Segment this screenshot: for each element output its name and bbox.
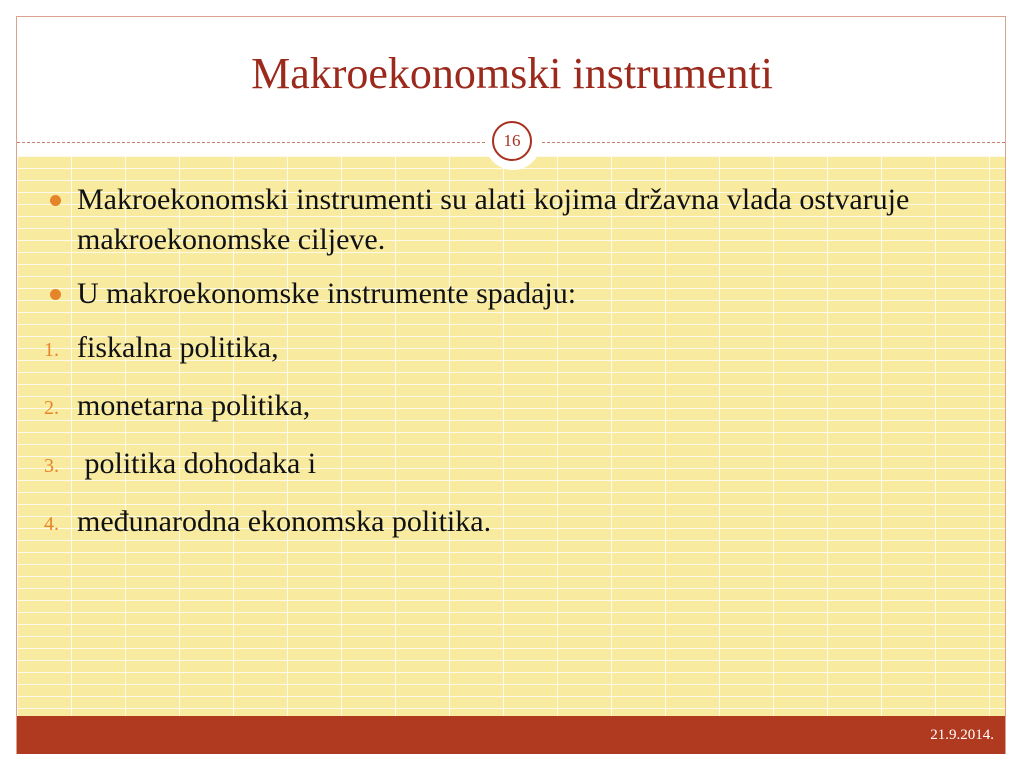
bullet-text: U makroekonomske instrumente spadaju: xyxy=(77,277,577,310)
item-text: fiskalna politika, xyxy=(77,331,279,364)
item-number: 1. xyxy=(44,339,59,361)
numbered-item xyxy=(44,444,974,484)
item-number: 2. xyxy=(44,397,59,419)
numbered-item xyxy=(44,328,974,368)
slide-title: Makroekonomski instrumenti xyxy=(251,49,773,98)
item-number: 3. xyxy=(44,455,59,477)
bullet-text: Makroekonomski instrumenti su alati kojima državna vlada ostvaruje makroekonomske ciljeve. xyxy=(77,183,910,256)
bullet-item xyxy=(44,180,974,260)
item-text: međunarodna ekonomska politika. xyxy=(77,505,492,538)
item-number: 4. xyxy=(44,513,59,535)
bullet-dot-icon xyxy=(50,195,61,206)
item-text: monetarna politika, xyxy=(77,389,311,422)
bullet-dot-icon xyxy=(50,289,61,300)
numbered-item xyxy=(44,502,974,542)
numbered-item xyxy=(44,386,974,426)
item-text: politika dohodaka i xyxy=(77,447,317,480)
footer-bar xyxy=(17,716,1005,754)
bullet-item xyxy=(44,274,974,314)
page-number-badge: 16 xyxy=(492,121,532,161)
slide-date: 21.9.2014. xyxy=(930,727,994,743)
slide-body xyxy=(44,180,974,560)
